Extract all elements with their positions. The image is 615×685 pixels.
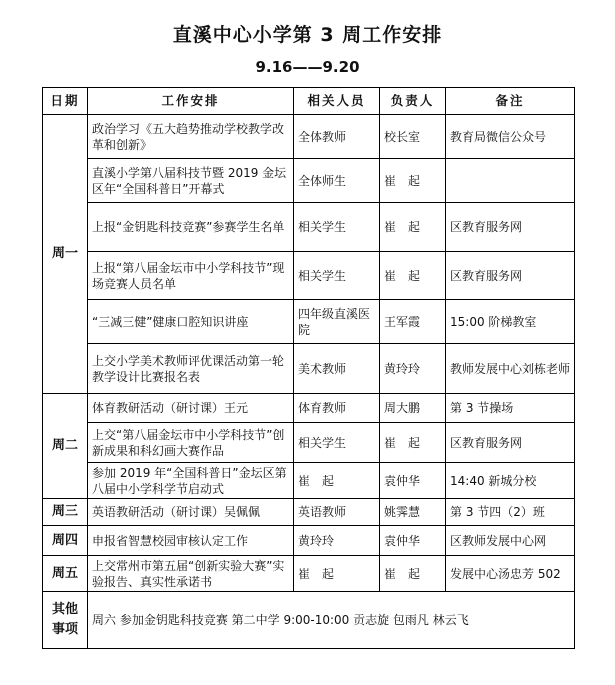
column-header-owner: 负责人 (380, 88, 446, 115)
task-cell: 上交常州市第五届“创新实验大赛”实验报告、真实性承诺书 (88, 556, 294, 592)
owner-cell: 姚霁慧 (380, 499, 446, 526)
table-row (43, 203, 575, 252)
task-cell: 上交小学美术教师评优课活动第一轮教学设计比赛报名表 (88, 344, 294, 394)
note-cell: 区教育服务网 (446, 252, 575, 300)
table-row (43, 252, 575, 300)
people-cell: 四年级直溪医院 (294, 300, 380, 344)
task-cell: 上报“金钥匙科技竞赛”参赛学生名单 (88, 203, 294, 252)
people-cell: 美术教师 (294, 344, 380, 394)
note-cell: 区教育服务网 (446, 423, 575, 463)
people-cell: 相关学生 (294, 203, 380, 252)
task-cell: 直溪小学第八届科技节暨 2019 金坛区年“全国科普日”开幕式 (88, 159, 294, 203)
table-row (43, 394, 575, 423)
day-label-monday: 周一 (43, 115, 88, 394)
table-row (43, 115, 575, 159)
note-cell: 教育局微信公众号 (446, 115, 575, 159)
people-cell: 全体教师 (294, 115, 380, 159)
task-cell: 上报“第八届金坛市中小学科技节”现场竞赛人员名单 (88, 252, 294, 300)
owner-cell: 王军霞 (380, 300, 446, 344)
task-cell: 上交“第八届金坛市中小学科技节”创新成果和科幻画大赛作品 (88, 423, 294, 463)
task-cell: 政治学习《五大趋势推动学校教学改革和创新》 (88, 115, 294, 159)
header-row (43, 88, 575, 115)
task-cell: 英语教研活动（研讨课）吴佩佩 (88, 499, 294, 526)
owner-cell: 袁仲华 (380, 463, 446, 499)
day-label-thursday: 周四 (43, 526, 88, 556)
people-cell: 崔 起 (294, 463, 380, 499)
column-header-people: 相关人员 (294, 88, 380, 115)
people-cell: 相关学生 (294, 252, 380, 300)
day-label-wednesday: 周三 (43, 499, 88, 526)
owner-cell: 崔 起 (380, 159, 446, 203)
column-header-date: 日期 (43, 88, 88, 115)
people-cell: 体育教师 (294, 394, 380, 423)
table-row (43, 300, 575, 344)
note-cell: 15:00 阶梯教室 (446, 300, 575, 344)
table-row (43, 526, 575, 556)
task-cell: “三减三健”健康口腔知识讲座 (88, 300, 294, 344)
people-cell: 相关学生 (294, 423, 380, 463)
table-row-other (43, 592, 575, 649)
note-cell: 区教师发展中心网 (446, 526, 575, 556)
owner-cell: 黄玲玲 (380, 344, 446, 394)
people-cell: 全体师生 (294, 159, 380, 203)
column-header-note: 备注 (446, 88, 575, 115)
people-cell: 英语教师 (294, 499, 380, 526)
owner-cell: 崔 起 (380, 423, 446, 463)
page-title: 直溪中心小学第 3 周工作安排 (172, 24, 443, 46)
owner-cell: 崔 起 (380, 252, 446, 300)
owner-cell: 周大鹏 (380, 394, 446, 423)
owner-cell: 袁仲华 (380, 526, 446, 556)
people-cell: 黄玲玲 (294, 526, 380, 556)
table-row (43, 556, 575, 592)
table-row (43, 463, 575, 499)
schedule-table (42, 87, 575, 649)
day-label-tuesday: 周二 (43, 394, 88, 499)
note-cell: 教师发展中心刘栋老师 (446, 344, 575, 394)
other-matters-label: 其他 事项 (43, 592, 88, 649)
owner-cell: 崔 起 (380, 203, 446, 252)
owner-cell: 崔 起 (380, 556, 446, 592)
note-cell: 第 3 节操场 (446, 394, 575, 423)
table-row (43, 499, 575, 526)
date-range: 9.16——9.20 (255, 58, 360, 76)
task-cell: 体育教研活动（研讨课）王元 (88, 394, 294, 423)
note-cell: 14:40 新城分校 (446, 463, 575, 499)
note-cell (446, 159, 575, 203)
note-cell: 发展中心汤忠芳 502 (446, 556, 575, 592)
other-matters-text: 周六 参加金钥匙科技竞赛 第二中学 9:00-10:00 贡志旋 包雨凡 林云飞 (88, 592, 575, 649)
people-cell: 崔 起 (294, 556, 380, 592)
note-cell: 第 3 节四（2）班 (446, 499, 575, 526)
day-label-friday: 周五 (43, 556, 88, 592)
task-cell: 申报省智慧校园审核认定工作 (88, 526, 294, 556)
owner-cell: 校长室 (380, 115, 446, 159)
table-row (43, 423, 575, 463)
column-header-task: 工作安排 (88, 88, 294, 115)
task-cell: 参加 2019 年“全国科普日”金坛区第八届中小学科学节启动式 (88, 463, 294, 499)
table-row (43, 344, 575, 394)
note-cell: 区教育服务网 (446, 203, 575, 252)
table-row (43, 159, 575, 203)
